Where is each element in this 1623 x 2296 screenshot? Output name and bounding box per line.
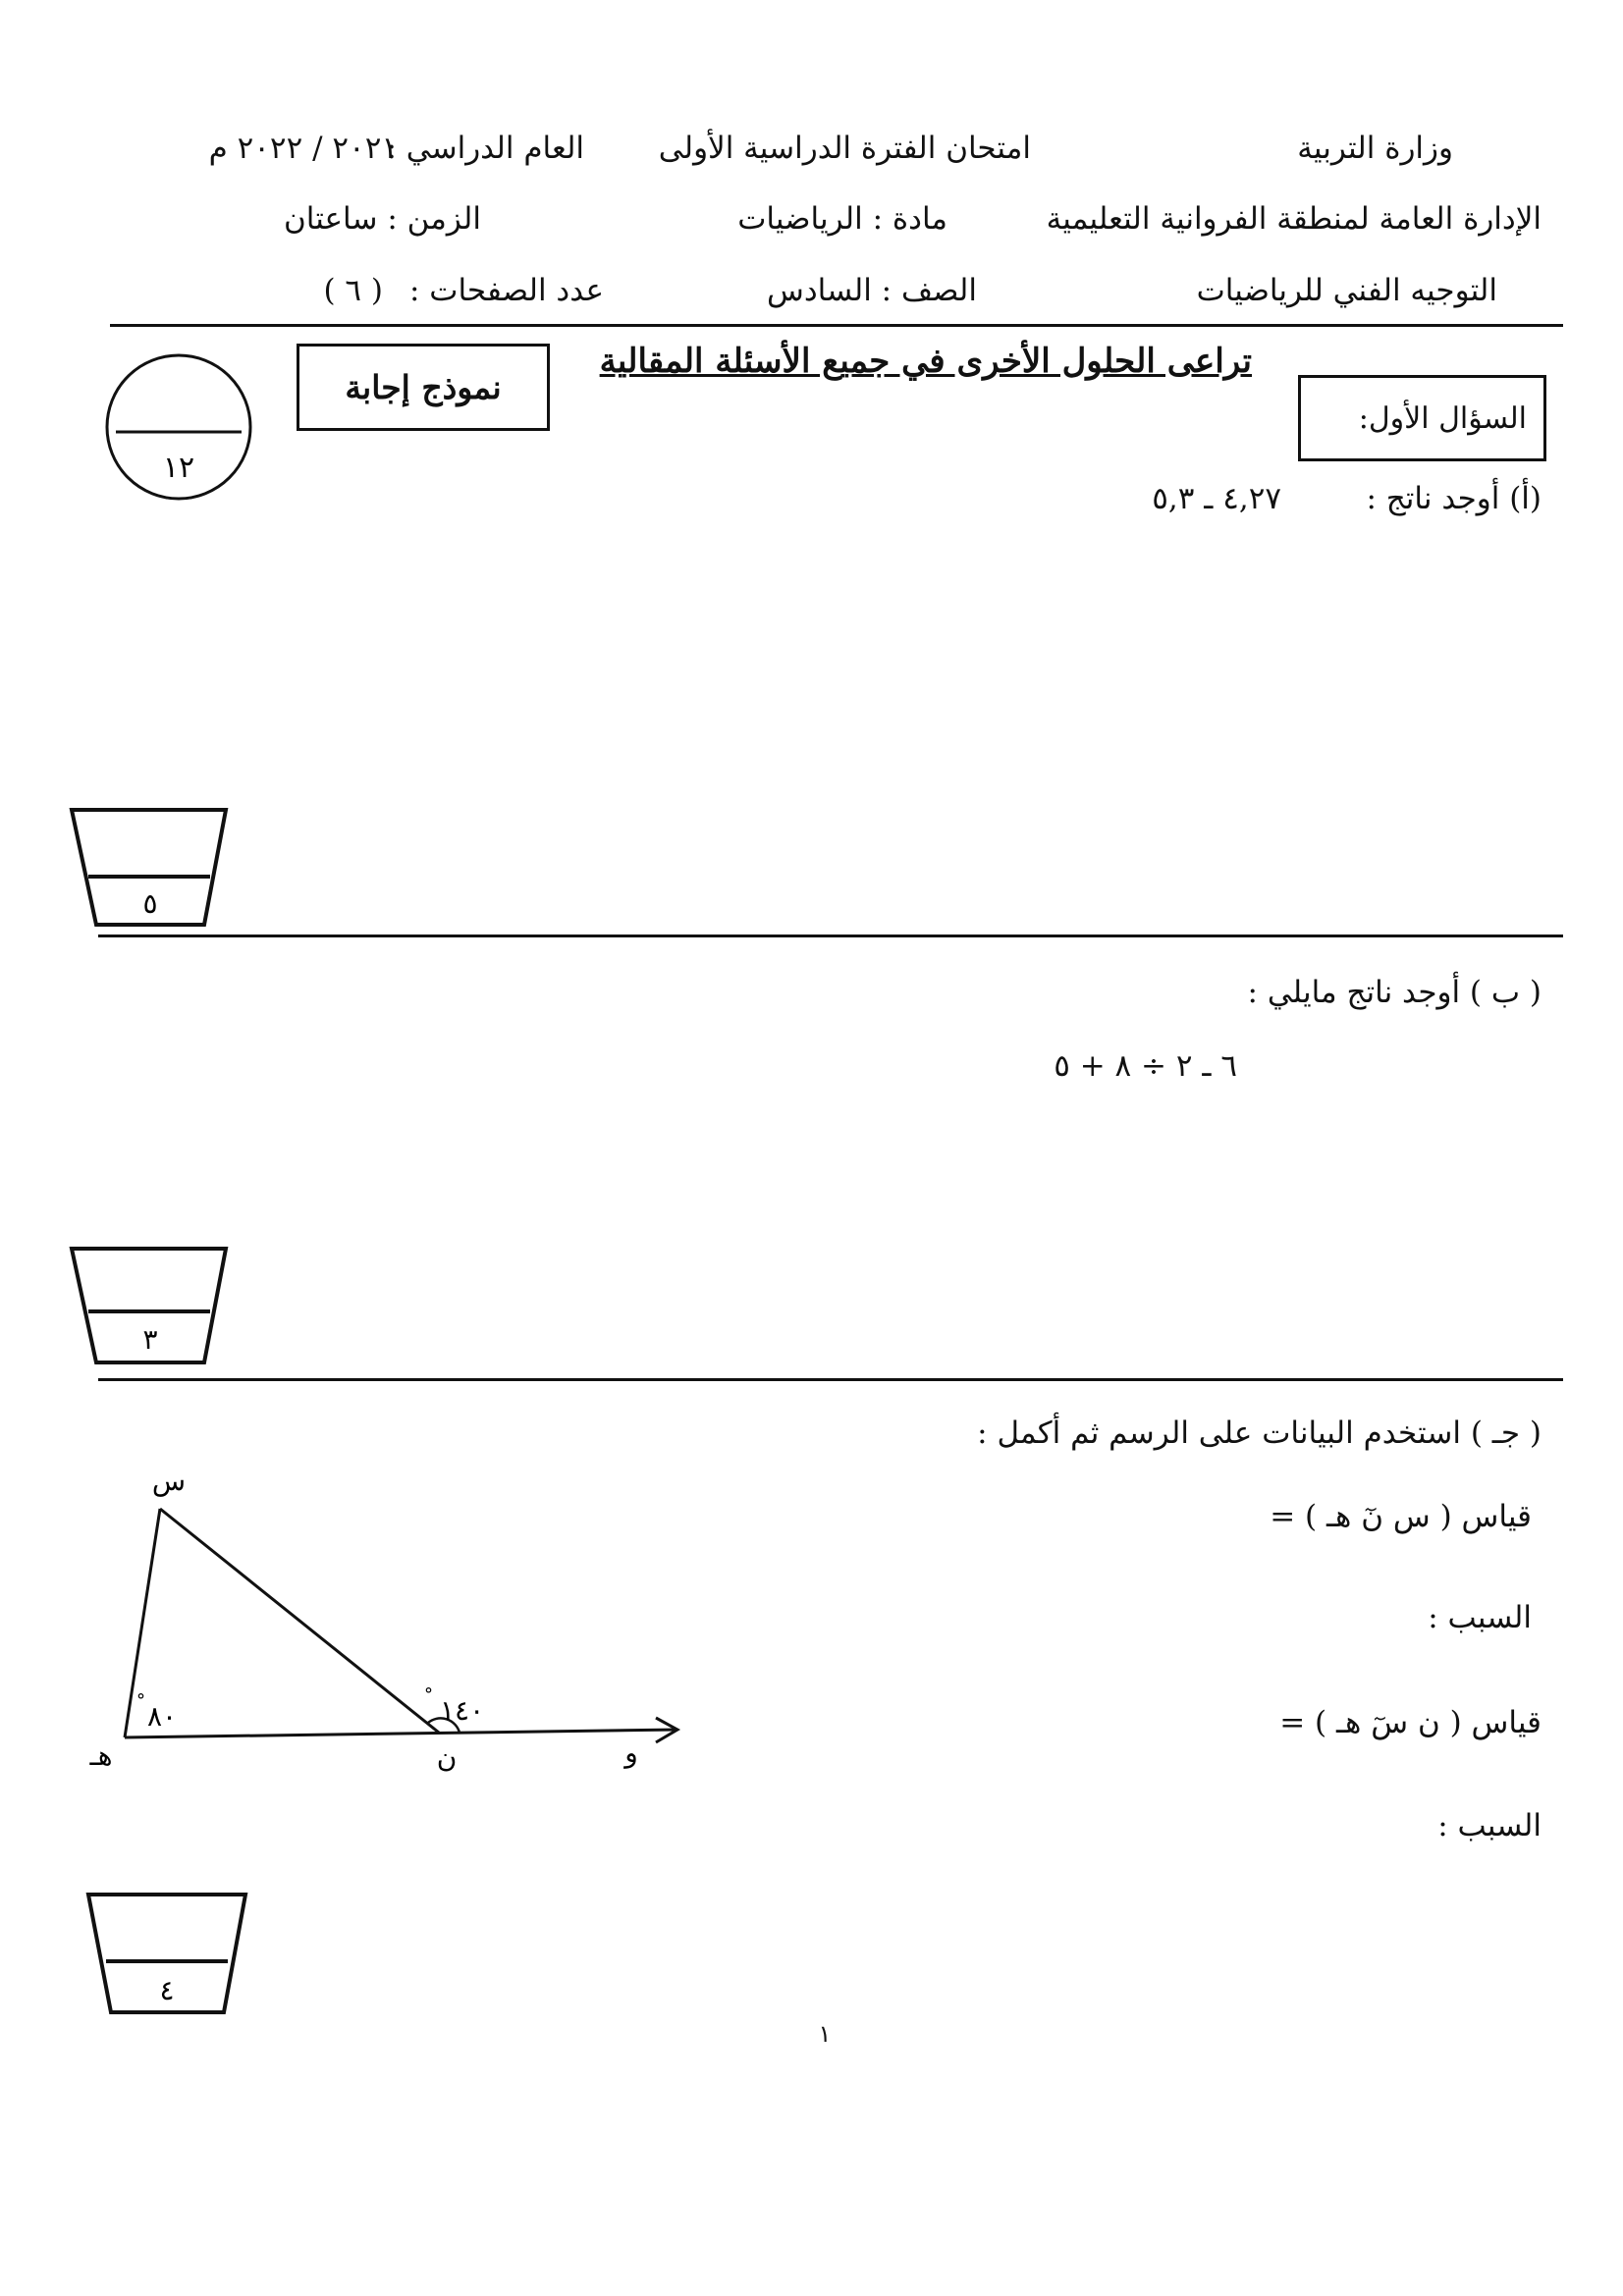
triangle-figure (89, 1465, 677, 1774)
question-one-label: السؤال الأول: (1358, 401, 1527, 436)
answer-model-label: نموذج إجابة (345, 368, 502, 406)
academic-year: ٢٠٢١ / ٢٠٢٢ م (208, 131, 398, 166)
exam-time: الزمن : ساعتان (283, 201, 481, 237)
guidance-name: التوجيه الفني للرياضيات (1196, 273, 1497, 308)
subject: مادة : الرياضيات (737, 201, 947, 237)
part-c-reason-2-label: السبب : (1437, 1808, 1542, 1843)
vertex-n-label: ن (436, 1741, 458, 1774)
part-b-prompt: ( ب ) أوجد ناتج مايلي : (1247, 975, 1542, 1010)
score-bucket-b (72, 1249, 226, 1362)
exam-title: امتحان الفترة الدراسية الأولى (658, 131, 1031, 166)
ministry-name: وزارة التربية (1297, 131, 1453, 166)
score-value-c: ٤ (159, 1974, 175, 2006)
score-bucket-a (72, 810, 226, 925)
part-c-prompt: ( جـ ) استخدم البيانات على الرسم ثم أكمل : (977, 1415, 1542, 1451)
total-score-value: ١٢ (162, 451, 195, 485)
grade: الصف : السادس (767, 273, 977, 308)
pages-label: عدد الصفحات : (409, 273, 604, 308)
angle-h-value: ٨٠ (147, 1700, 178, 1733)
part-c-question-2: قياس ( ن سٓ هـ ) = (1279, 1705, 1542, 1740)
score-value-b: ٣ (142, 1323, 158, 1356)
vertex-h-label: هـ (89, 1739, 113, 1772)
alternative-solutions-notice: تراعى الحلول الأخرى في جميع الأسئلة المقالية (599, 342, 1252, 381)
ray-h-w (125, 1730, 677, 1737)
part-a-expression: ٤,٢٧ ـ ٥,٣ (1152, 481, 1281, 516)
vertex-w-label: و (624, 1736, 638, 1769)
angle-ext-degree: ° (424, 1684, 433, 1705)
pages-value: ( ٦ ) (323, 273, 383, 308)
directorate-name: الإدارة العامة لمنطقة الفروانية التعليمية (1046, 201, 1542, 237)
page-number: ١ (818, 2020, 832, 2048)
score-value-a: ٥ (142, 887, 158, 920)
part-b-expression: ٦ ـ ٢ ÷ ٨ + ٥ (1054, 1048, 1237, 1084)
part-c-question-1: قياس ( س نٓ هـ ) = (1270, 1499, 1532, 1534)
angle-ext-value: ١٤٠ (440, 1694, 485, 1727)
angle-h-degree: ° (136, 1690, 145, 1711)
part-a-prompt: (أ) أوجد ناتج : (1366, 481, 1542, 516)
academic-year-label: العام الدراسي : (386, 131, 584, 166)
score-bucket-c (88, 1895, 245, 2012)
segment-s-n (160, 1509, 439, 1733)
total-score-circle (107, 355, 250, 499)
vertex-s-label: س (151, 1465, 187, 1497)
part-c-reason-1-label: السبب : (1428, 1600, 1532, 1635)
